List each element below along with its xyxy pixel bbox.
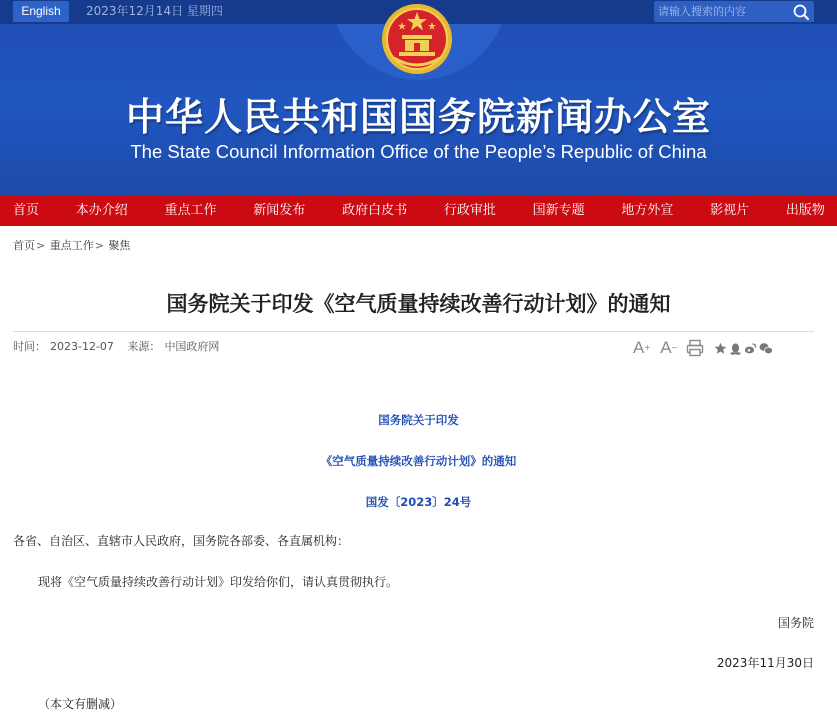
article-source: 中国政府网 (164, 340, 220, 353)
body-paragraph: 现将《空气质量持续改善行动计划》印发给你们，请认真贯彻执行。 (38, 575, 399, 589)
doc-number: 国发〔2023〕24号 (365, 495, 472, 509)
font-increase-button[interactable]: A + (633, 338, 651, 357)
publish-time: 2023-12-07 (50, 340, 114, 353)
search-input[interactable] (658, 1, 786, 22)
breadcrumb-separator: > (36, 239, 46, 252)
nav-item-admin-approval[interactable]: 行政审批 (443, 203, 496, 218)
main-nav (0, 196, 837, 226)
time-label: 时间： (13, 340, 46, 353)
breadcrumb (13, 239, 130, 253)
sign-date: 2023年11月30日 (716, 656, 814, 670)
weibo-icon[interactable] (744, 342, 757, 355)
font-decrease-button[interactable]: A − (660, 338, 678, 357)
nav-item-key-work[interactable]: 重点工作 (164, 203, 217, 218)
meta-divider (13, 331, 814, 332)
doc-heading-line-2: 《空气质量持续改善行动计划》的通知 (320, 454, 517, 468)
doc-heading-line-1: 国务院关于印发 (378, 413, 459, 427)
nav-item-press-release[interactable]: 新闻发布 (253, 203, 306, 218)
print-icon[interactable] (686, 339, 704, 357)
article-tools (633, 337, 773, 359)
qq-icon[interactable] (729, 342, 742, 355)
nav-item-special-topics[interactable]: 国新专题 (532, 203, 585, 218)
site-title-cn: 中华人民共和国国务院新闻办公室 (125, 95, 711, 139)
search-box (654, 1, 814, 22)
breadcrumb-key-work[interactable]: 重点工作 (49, 239, 94, 252)
national-emblem-icon (380, 2, 454, 76)
breadcrumb-home[interactable]: 首页 (13, 239, 35, 252)
source-label: 来源： (127, 340, 161, 353)
nav-item-white-papers[interactable]: 政府白皮书 (342, 203, 408, 218)
breadcrumb-separator: > (94, 239, 104, 252)
signature: 国务院 (777, 616, 814, 630)
nav-item-publications[interactable]: 出版物 (785, 203, 825, 218)
salutation: 各省、自治区、直辖市人民政府，国务院各部委、各直属机构： (13, 534, 350, 548)
english-button[interactable]: English (13, 1, 69, 22)
abridged-note: （本文有删减） (38, 697, 123, 711)
search-icon[interactable] (792, 3, 810, 21)
share-icons (714, 342, 773, 355)
wechat-icon[interactable] (759, 342, 773, 355)
nav-item-home[interactable]: 首页 (13, 203, 40, 218)
nav-item-local-publicity[interactable]: 地方外宣 (621, 203, 674, 218)
nav-item-about[interactable]: 本办介绍 (75, 203, 128, 218)
breadcrumb-focus[interactable]: 聚焦 (108, 239, 131, 252)
nav-item-videos[interactable]: 影视片 (710, 203, 750, 218)
site-title-en: The State Council Information Office of the People’s Republic of China (130, 141, 707, 162)
article-meta (13, 340, 219, 354)
current-date: 2023年12月14日 星期四 (86, 4, 223, 18)
site-header (0, 0, 837, 196)
favorite-star-icon[interactable] (714, 342, 727, 355)
article-title: 国务院关于印发《空气质量持续改善行动计划》的通知 (166, 292, 671, 316)
